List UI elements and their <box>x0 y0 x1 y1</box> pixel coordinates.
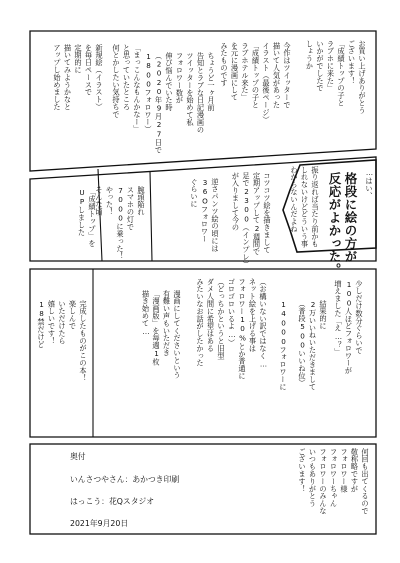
panel-2-text-col-d: 逆さパンツ絵の頃には 36Oフォロワー ぐらいに <box>190 178 220 252</box>
panel-3-text-col-f: 完成したものがこの本！ 楽しんで いただけたら 嬉しいです！ 18禁だけど <box>37 300 88 382</box>
panel-4-thanks-text: 何回も出てくるので 敬称略ですが フォロワー様 フォロワーちゃん フォロワーのみんな いつもありがとう ございます！ <box>298 448 370 515</box>
colophon-heading: 奥付 <box>70 452 86 461</box>
panel-1-text-col-c: ちょうど一ヶ月前 告知とラブな日記漫画の ツイッターを始めて私 フォロワー数が 伸び悩んでいた時 （2020年9月27日で 1800フォロワー） <box>144 52 216 154</box>
panel-1-text-col-e: 新規絵（イラスト） を毎日ペースで 定期的に 描いてみようかなと アップし始めました <box>53 44 104 111</box>
colophon-date: 2021年9月20日 <box>70 519 129 528</box>
panel-2-text-col-a: …はい、 <box>365 168 374 200</box>
panel-1-text-col-a: お買い上げありがとう ございます！ 「成績トップの子と ラブホに来た」 いかがでしたで しょうか <box>305 40 367 114</box>
panel-3-text-col-a: 少しだけ数分ぐらいで 100人ほどフォロワーが 増えました「え…？」 <box>334 280 364 375</box>
panel-2-text-col-f: 「成績トップ」を UPしました <box>77 188 97 248</box>
panel-1-text-col-b: 今作はツイッターで 描いて人気があった イラスト（最後ページ） 「成績トップの子と ラブホテル来た」 を元に漫画にして みたものです <box>220 42 292 124</box>
panel-3-text-col-d: （お構いない訳ではなく… ネット絵を上げる事は フォロワー10%とか普通に ゴロゴロいるよ…） （どっちかというと旧型 ダメ人間に希望はある みたいなお話がしたかった <box>196 278 268 380</box>
panel-2-text-col-b: 振り返れば当たり前かも しれないけどどういう事 わからないんだよね <box>290 166 320 248</box>
panel-1-text-col-d: 「まっこんなもんかなー」 と思っていたところ 何とかしたい気持ちで <box>112 44 142 133</box>
panel-2-text-col-c: コツコツ絵を描きまして 定期アップして2週間で 足で2300（インプレ） が入りまして今の <box>231 172 272 268</box>
colophon-printer: いんさつやさん：あかつき印刷 <box>70 475 180 484</box>
colophon-publisher: はっこう：花Qスタジオ <box>70 497 155 506</box>
panel-3-text-col-b: 結果的に 2万いいねいただきまして （普段500いいね位） <box>298 300 328 391</box>
panel-2-left-column-sep <box>150 171 152 261</box>
panel-3-text-col-c: 14000フォロワーに <box>279 300 288 391</box>
panel-2-text-col-e: 腕頭陥れ スマホの灯で 7000に乗った！ やった！ そんな頃 <box>95 186 146 260</box>
panel-2-emphasis-text: 格段に絵の方が 反応がよかった。 <box>327 172 358 276</box>
panel-3-text-col-e: 漫画にしてくださいという 有難い声もいただき 「漫画版」を毎週1枚 描き始めて… <box>141 290 182 379</box>
